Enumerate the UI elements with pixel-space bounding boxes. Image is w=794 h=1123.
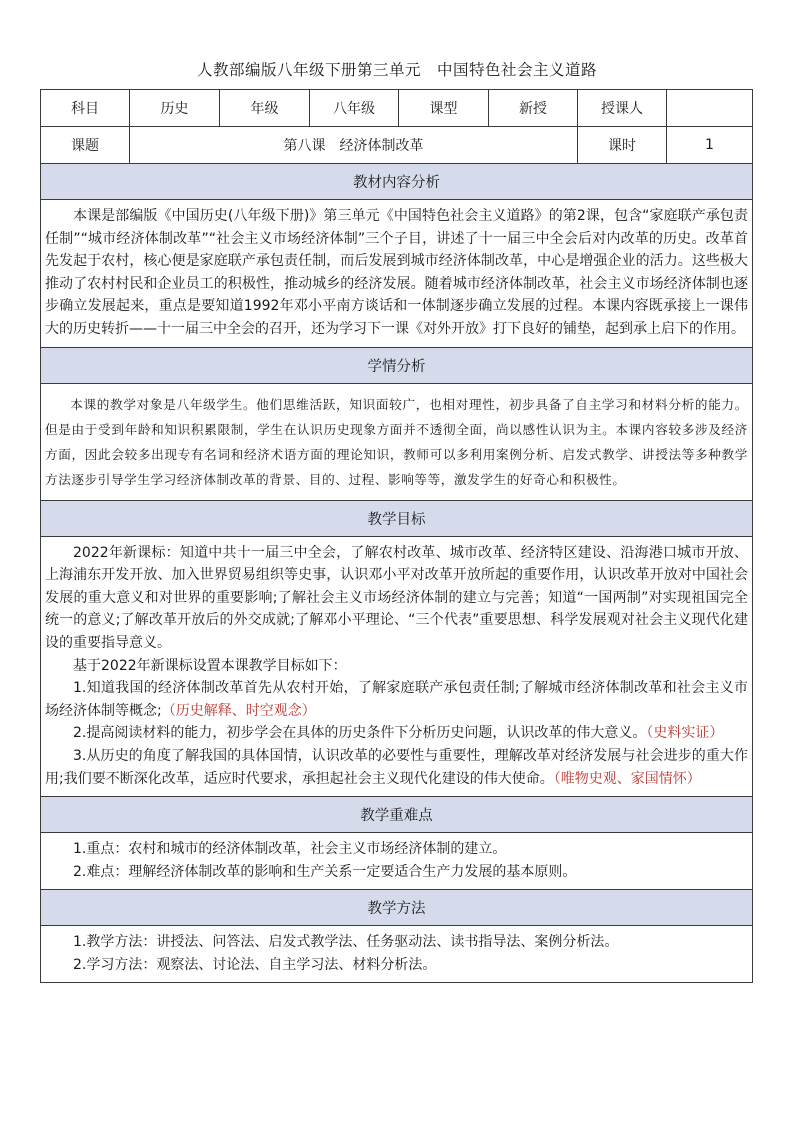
lesson-plan-table — [40, 89, 753, 983]
section-header-content: 教材内容分析 — [41, 164, 753, 200]
goal-item — [45, 745, 748, 790]
method-item: 2.学习方法：观察法、讨论法、自主学习法、材料分析法。 — [73, 956, 437, 973]
goal-tag: （历史解释、时空观念） — [161, 702, 316, 719]
topic-value: 第八课 经济体制改革 — [130, 127, 578, 164]
grade-label: 年级 — [220, 90, 310, 127]
type-value: 新授 — [489, 90, 578, 127]
goal-item — [45, 677, 748, 722]
section-header-learners: 学情分析 — [41, 347, 753, 383]
teacher-label: 授课人 — [578, 90, 667, 127]
keypoint-item: 1.重点：农村和城市的经济体制改革，社会主义市场经济体制的建立。 — [73, 841, 507, 858]
section-header-methods: 教学方法 — [41, 890, 753, 926]
section-body-goals — [41, 536, 753, 797]
topic-label: 课题 — [41, 127, 130, 164]
goal-tag: （唯物史观、家国情怀） — [553, 770, 701, 787]
subject-label: 科目 — [41, 90, 130, 127]
section-body-content — [41, 200, 753, 348]
grade-value: 八年级 — [310, 90, 399, 127]
page-title: 人教部编版八年级下册第三单元 中国特色社会主义道路 — [196, 61, 597, 79]
section-body-methods — [41, 926, 753, 983]
meta-row-1 — [41, 90, 753, 127]
goal-text: 2.提高阅读材料的能力，初步学会在具体的历史条件下分析历史问题，认识改革的伟大意义。 — [73, 725, 647, 742]
hours-value: 1 — [667, 127, 753, 164]
section-body-keypoints — [41, 833, 753, 890]
goals-intro: 基于2022年新课标设置本课教学目标如下： — [73, 657, 347, 674]
hours-label: 课时 — [578, 127, 667, 164]
section-body-learners — [41, 383, 753, 500]
section-header-keypoints: 教学重难点 — [41, 797, 753, 833]
goals-standard: 2022年新课标：知道中共十一届三中全会，了解农村改革、城市改革、经济特区建设、沿海港口城市开放、上海浦东开发开放、加入世界贸易组织等史事，认识邓小平对改革开放所起的重要作用，认识改革开放对中国社会发展的重大意义和对世界的重要影响;了解社会主义市场经济体制的建立与完善；知道“一国两制”对实现祖国完全统一的意义;了解改革开放后的外交成就;了解邓小平理论、“三个代表”重要思想、科学发展观对社会主义现代化建设的重要指导意义。 — [45, 544, 748, 651]
content-paragraph: 本课是部编版《中国历史(八年级下册)》第三单元《中国特色社会主义道路》的第2课，包含“家庭联产承包责任制”“城市经济体制改革”“社会主义市场经济体制”三个子目，讲述了十一届三中全会后对内改革的历史。改革首先发起于农村，核心便是家庭联产承包责任制，而后发展到城市经济体制改革，中心是增强企业的活力。这些极大推动了农村村民和企业员工的积极性，推动城乡的经济发展。随着城市经济体制改革，社会主义市场经济体制也逐步确立发展起来，重点是要知道1992年邓小平南方谈话和一体制逐步确立发展的过程。本课内容既承接上一课伟大的历史转折——十一届三中全会的召开，还为学习下一课《对外开放》打下良好的铺垫，起到承上启下的作用。 — [45, 208, 748, 337]
section-header-goals: 教学目标 — [41, 500, 753, 536]
goal-text: 1.知道我国的经济体制改革首先从农村开始，了解家庭联产承包责任制;了解城市经济体制改革和社会主义市场经济体制等概念; — [45, 680, 748, 719]
type-label: 课型 — [399, 90, 489, 127]
keypoint-item: 2.难点：理解经济体制改革的影响和生产关系一定要适合生产力发展的基本原则。 — [73, 863, 577, 880]
learners-paragraph: 本课的教学对象是八年级学生。他们思维活跃，知识面较广，也相对理性，初步具备了自主学习和材料分析的能力。但是由于受到年龄和知识积累限制，学生在认识历史现象方面并不透彻全面，尚以感性认识为主。本课内容较多涉及经济方面，因此会较多出现专有名词和经济术语方面的理论知识，教师可以多利用案例分析、启发式教学、讲授法等多种教学方法逐步引导学生学习经济体制改革的背景、目的、过程、影响等等，激发学生的好奇心和积极性。 — [45, 396, 748, 487]
goal-text: 3.从历史的角度了解我国的具体国情，认识改革的必要性与重要性，理解改革对经济发展与社会进步的重大作用;我们要不断深化改革，适应时代要求，承担起社会主义现代化建设的伟大使命。 — [45, 747, 748, 787]
goal-tag: （史料实证） — [646, 725, 724, 742]
teacher-value — [667, 90, 753, 127]
method-item: 1.教学方法：讲授法、问答法、启发式教学法、任务驱动法、读书指导法、案例分析法。 — [73, 934, 619, 951]
goal-item — [45, 722, 748, 745]
meta-row-2 — [41, 127, 753, 164]
subject-value: 历史 — [130, 90, 220, 127]
